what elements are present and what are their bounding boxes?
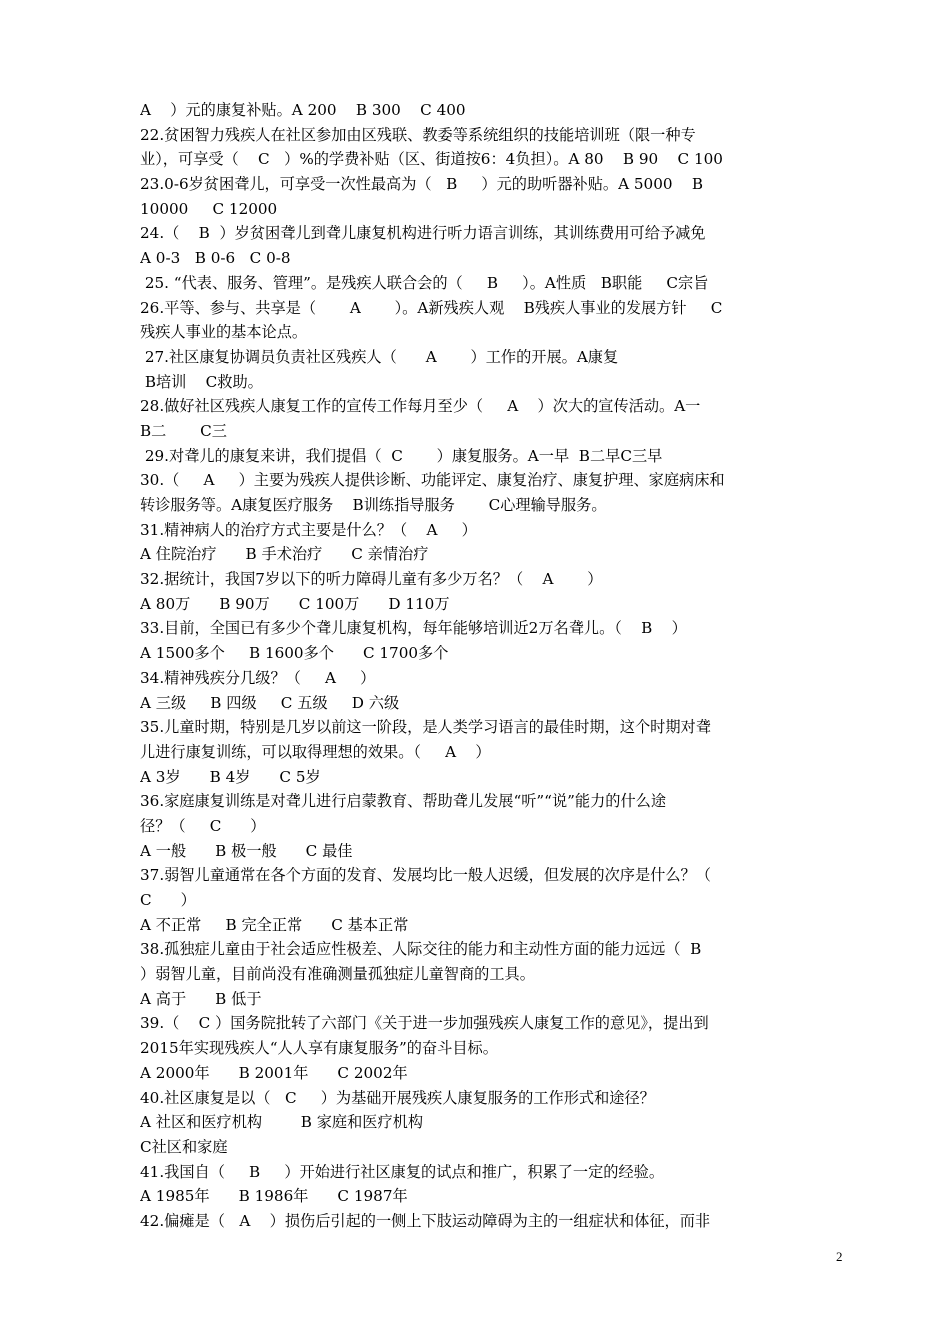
text-line: 32.据统计，我国7岁以下的听力障碍儿童有多少万名？（ A ） [140,570,603,589]
text-line: 残疾人事业的基本论点。 [140,323,308,342]
text-line: 31.精神病人的治疗方式主要是什么？（ A ） [140,520,477,539]
text-line: 2015年实现残疾人“人人享有康复服务”的奋斗目标。 [140,1039,498,1058]
text-line: 25. “代表、服务、管理”。是残疾人联合会的（ B ）。A性质 B职能 C宗旨 [140,273,709,292]
text-line: 26.平等、参与、共享是（ A ）。A新残疾人观 B残疾人事业的发展方针 C [140,298,723,317]
text-line: 34.精神残疾分几级？（ A ） [140,668,376,687]
text-line: 转诊服务等。A康复医疗服务 B训练指导服务 C心理输导服务。 [140,496,607,514]
text-line: A 80万 B 90万 C 100万 D 110万 [140,594,450,613]
text-line: 35.儿童时期，特别是几岁以前这一阶段，是人类学习语言的最佳时期，这个时期对聋 [140,718,711,737]
text-line: ）弱智儿童，目前尚没有准确测量孤独症儿童智商的工具。 [140,965,535,984]
text-line: A 社区和医疗机构 B 家庭和医疗机构 [140,1113,424,1132]
text-line: 39.（ C ）国务院批转了六部门《关于进一步加强残疾人康复工作的意见》，提出到 [140,1014,709,1033]
text-line: B培训 C救助。 [140,372,263,391]
text-line: A 不正常 B 完全正常 C 基本正常 [140,915,409,934]
text-line: 30.（ A ）主要为残疾人提供诊断、功能评定、康复治疗、康复护理、家庭病床和 [140,471,725,490]
text-line: 业），可享受（ C ）%的学费补贴（区、街道按6：4负担）。A 80 B 90 C 100 [140,150,723,169]
text-line: 29.对聋儿的康复来讲，我们提倡（ C ）康复服务。A一早 B二早C三早 [140,446,663,465]
text-line: 径？（ C ） [140,816,266,835]
text-line: 36.家庭康复训练是对聋儿进行启蒙教育、帮助聋儿发展“听”“说”能力的什么途 [140,792,667,811]
text-line: 37.弱智儿童通常在各个方面的发育、发展均比一般人迟缓，但发展的次序是什么？（ [140,866,711,885]
text-line: 28.做好社区残疾人康复工作的宣传工作每月至少（ A ）次大的宣传活动。A一 [140,397,701,416]
page-body [140,98,852,1234]
text-line: A 高于 B 低于 [140,989,262,1008]
text-line: 40.社区康复是以（ C ）为基础开展残疾人康复服务的工作形式和途径？ [140,1088,655,1107]
text-line: A ）元的康复补贴。A 200 B 300 C 400 [140,101,466,119]
text-line: C社区和家庭 [140,1137,228,1156]
page-number: 2 [836,1249,843,1264]
text-line: 33.目前，全国已有多少个聋儿康复机构，每年能够培训近2万名聋儿。（ B ） [140,619,687,638]
text-line: 27.社区康复协调员负责社区残疾人（ A ）工作的开展。A康复 [140,347,619,366]
text-line: 41.我国自（ B ）开始进行社区康复的试点和推广，积累了一定的经验。 [140,1162,665,1181]
text-line: 儿进行康复训练，可以取得理想的效果。（ A ） [140,742,491,761]
text-line: A 1500多个 B 1600多个 C 1700多个 [140,644,449,663]
text-line: C ） [140,891,196,909]
text-line: 23.0-6岁贫困聋儿，可享受一次性最高为（ B ）元的助听器补贴。A 5000 B [140,175,703,194]
text-line: A 2000年 B 2001年 C 2002年 [140,1063,408,1082]
text-line: A 0-3 B 0-6 C 0-8 [140,249,291,268]
text-line: A 一般 B 极一般 C 最佳 [140,841,353,860]
text-line: 10000 C 12000 [140,199,278,218]
text-line: A 三级 B 四级 C 五级 D 六级 [140,693,400,712]
text-line: 38.孤独症儿童由于社会适应性极差、人际交往的能力和主动性方面的能力远远（ B [140,940,702,959]
text-line: A 3岁 B 4岁 C 5岁 [140,767,321,786]
text-line: 24.（ B ）岁贫困聋儿到聋儿康复机构进行听力语言训练，其训练费用可给予减免 [140,224,706,243]
text-line: A 住院治疗 B 手术治疗 C 亲情治疗 [140,545,429,564]
text-line: 22.贫困智力残疾人在社区参加由区残联、教委等系统组织的技能培训班（限一种专 [140,125,696,144]
text-line: 42.偏瘫是（ A ）损伤后引起的一侧上下肢运动障碍为主的一组症状和体征，而非 [140,1211,711,1230]
text-line: A 1985年 B 1986年 C 1987年 [140,1187,408,1206]
text-line: B二 C三 [140,421,227,440]
